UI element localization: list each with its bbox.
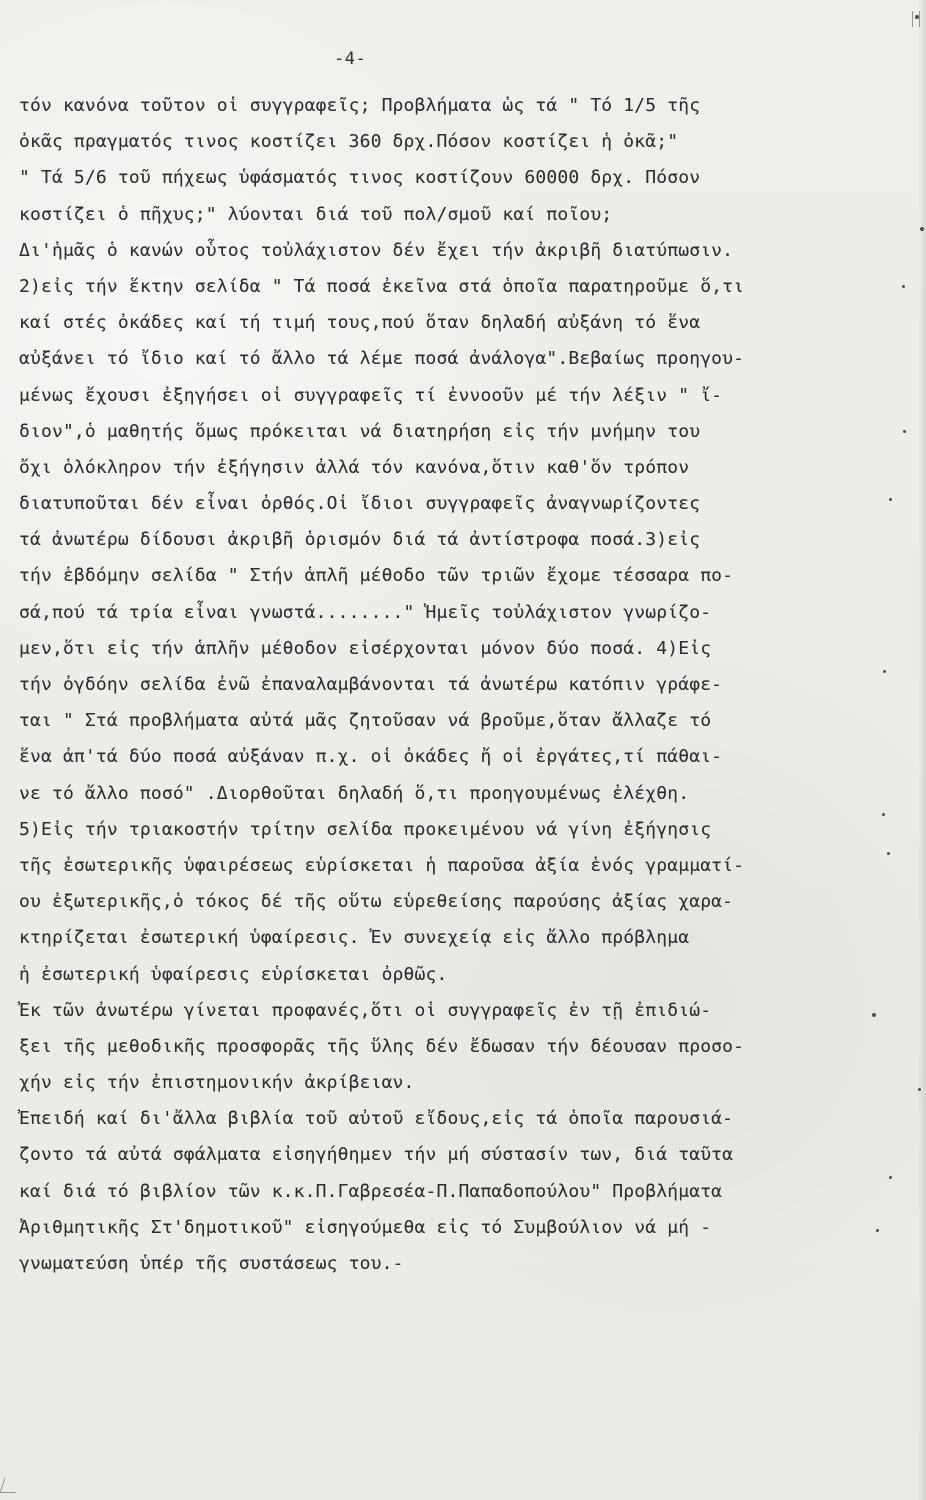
text-line-21: 5)Εἰς τήν τριακοστήν τρίτην σελίδα προκειμένου νά γίνη ἐξήγησις [19, 818, 712, 840]
text-line-19: ἕνα ἀπ'τά δύο ποσά αὐξάναν π.χ. οἱ ὀκάδες ἤ οἱ ἐργάτες,τί πάθαι- [19, 746, 723, 768]
text-line-18: ται " Στά προβλήματα αὐτά μᾶς ζητοῦσαν νά βροῦμε,ὅταν ἄλλαζε τό [19, 710, 712, 732]
text-line-35 [19, 1318, 861, 1354]
corner-mark [0, 1478, 20, 1493]
scan-dot [902, 285, 905, 288]
text-line-11: ὄχι ὁλόκληρον τήν ἐξήγησιν ἀλλά τόν κανόνα,ὅτιν καθ'ὅν τρόπον [19, 456, 690, 478]
scan-dot [915, 15, 919, 19]
text-line-16: μεν,ὅτι εἰς τήν ἁπλῆν μέθοδον εἰσέρχονται μόνον δύο ποσά. 4)Εἰς [19, 637, 712, 659]
text-line-30: ζοντο τά αὐτά σφάλματα εἰσηγήθημεν τήν μή σύστασίν των, διά ταῦτα [19, 1144, 734, 1166]
page-number: -4- [334, 49, 367, 69]
text-line-10: διον",ὁ μαθητής ὅμως πρόκειται νά διατηρήση εἰς τήν μνήμην του [19, 420, 701, 442]
typed-text-block [19, 88, 861, 1391]
scan-dot [876, 1229, 879, 1232]
text-line-22: τῆς ἐσωτερικῆς ὑφαιρέσεως εὑρίσκεται ἡ παροῦσα ἀξία ἑνός γραμματί- [19, 854, 745, 876]
text-line-12: διατυποῦται δέν εἶναι ὀρθός.Οἱ ἴδιοι συγγραφεῖς ἀναγνωρίζοντες [19, 493, 701, 515]
scan-dot [918, 1088, 921, 1091]
scan-dot [882, 813, 885, 816]
text-line-24: κτηρίζεται ἐσωτερική ὑφαίρεσις. Ἐν συνεχείᾳ εἰς ἄλλο πρόβλημα [19, 927, 690, 949]
text-line-15: σά,πού τά τρία εἶναι γνωστά........" Ἡμεῖς τοὐλάχιστον γνωρίζο- [19, 601, 712, 623]
corner-mark [912, 11, 920, 27]
text-line-25: ἡ ἐσωτερική ὑφαίρεσις εὑρίσκεται ὀρθῶς. [19, 963, 448, 985]
scan-dot [889, 498, 892, 501]
text-line-4: κοστίζει ὁ πῆχυς;" λύονται διά τοῦ πολ/σμοῦ καί ποῖου; [19, 203, 613, 225]
text-line-6: 2)εἰς τήν ἕκτην σελίδα " Τά ποσά ἐκεῖνα στά ὁποῖα παρατηροῦμε ὅ,τι [19, 275, 745, 297]
text-line-7: καί στές ὀκάδες καί τή τιμή τους,πού ὅταν δηλαδή αὐξάνη τό ἕνα [19, 312, 701, 334]
text-line-28: χήν εἰς τήν ἐπιστημονικήν ἀκρίβειαν. [19, 1072, 415, 1094]
text-line-31: καί διά τό βιβλίον τῶν κ.κ.Π.Γαβρεσέα-Π.Παπαδοπούλου" Προβλήματα [19, 1180, 723, 1202]
text-line-3: " Τά 5/6 τοῦ πήχεως ὑφάσματός τινος κοστίζουν 60000 δρχ. Πόσον [19, 167, 701, 189]
text-line-29: Ἐπειδή καί δι'ἄλλα βιβλία τοῦ αὐτοῦ εἴδους,εἰς τά ὁποῖα παρουσιά- [19, 1108, 734, 1130]
scan-dot [887, 852, 890, 855]
text-line-27: ξει τῆς μεθοδικῆς προσφορᾶς τῆς ὕλης δέν ἔδωσαν τήν δέουσαν προσο- [19, 1035, 745, 1057]
text-line-26: Ἐκ τῶν ἀνωτέρω γίνεται προφανές,ὅτι οἱ συγγραφεῖς ἐν τῇ ἐπιδιώ- [19, 999, 712, 1021]
text-line-14: τήν ἑβδόμην σελίδα " Στήν ἁπλῆ μέθοδο τῶν τριῶν ἔχομε τέσσαρα πο- [19, 565, 734, 587]
text-line-9: μένως ἔχουσι ἐξηγήσει οἱ συγγραφεῖς τί ἐννοοῦν μέ τήν λέξιν " ἴ- [19, 384, 723, 406]
scan-dot [872, 1013, 876, 1017]
text-line-2: ὀκᾶς πραγματός τινος κοστίζει 360 δρχ.Πόσον κοστίζει ἡ ὀκᾶ;" [19, 131, 679, 153]
text-line-20: νε τό ἄλλο ποσό" .Διορθοῦται δηλαδή ὅ,τι προηγουμένως ἐλέχθη. [19, 782, 690, 804]
text-line-1: τόν κανόνα τοῦτον οἱ συγγραφεῖς; Προβλήματα ὡς τά " Τό 1/5 τῆς [19, 95, 701, 116]
text-line-36 [19, 1355, 861, 1391]
text-line-23: ου ἐξωτερικῆς,ὁ τόκος δέ τῆς οὕτω εὑρεθείσης παρούσης ἀξίας χαρα- [19, 891, 734, 913]
scan-dot [903, 430, 906, 433]
text-line-17: τήν ὀγδόην σελίδα ἐνῶ ἐπαναλαμβάνονται τά ἀνωτέρω κατόπιν γράφε- [19, 674, 723, 695]
text-line-8: αὐξάνει τό ἴδιο καί τό ἄλλο τά λέμε ποσά ἀνάλογα".Βεβαίως προηγου- [19, 348, 745, 370]
page-edge-shadow [918, 0, 926, 1500]
text-line-34 [19, 1282, 861, 1318]
text-line-5: Δι'ἡμᾶς ὁ κανών οὗτος τοὐλάχιστον δέν ἔχει τήν ἀκριβῆ διατύπωσιν. [19, 239, 734, 261]
text-line-32: Ἀριθμητικῆς Στ'δημοτικοῦ" εἰσηγούμεθα εἰς τό Συμβούλιον νά μή - [19, 1216, 712, 1238]
scan-dot [920, 227, 924, 231]
text-line-13: τά ἀνωτέρω δίδουσι ἀκριβῆ ὁρισμόν διά τά ἀντίστροφα ποσά.3)εἰς [19, 529, 701, 551]
text-line-33: γνωματεύση ὑπέρ τῆς συστάσεως του.- [19, 1253, 404, 1274]
scan-dot [889, 1176, 892, 1179]
scan-dot [883, 670, 886, 673]
